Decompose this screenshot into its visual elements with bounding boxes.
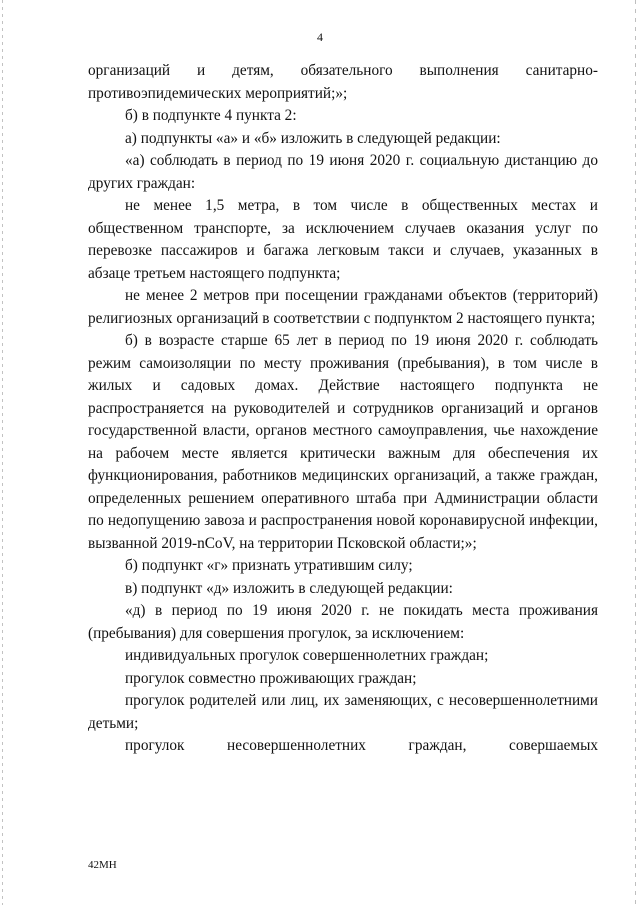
paragraph-distance-1-5: не менее 1,5 метра, в том числе в общественных местах и общественном транспорте, за исключением случаев оказания услуг по перевозке пассажиров и багажа легковым такси и случаев, указанных в абзаце третьем настоящего подпункта; <box>88 197 598 282</box>
paragraph-quoted-a: «а) соблюдать в период по 19 июня 2020 г. социальную дистанцию до других граждан: <box>88 152 598 192</box>
paragraph-subitem-d: в) подпункт «д» изложить в следующей редакции: <box>125 579 453 597</box>
paragraph-age-65: б) в возрасте старше 65 лет в период по 19 июня 2020 г. соблюдать режим самоизоляции по месту проживания (пребывания), в том числе в жилых и садовых домах. Действие настоящего подпункта не распространяется на руководителей и сотрудников организаций и органов государственной власти, органов местного самоуправления, чье нахождение на рабочем месте является критически важным для обеспечения их функционирования, работников медицинских организаций, а также граждан, определенных решением оперативного штаба при Администрации области по недопущению завоза и распространения новой коронавирусной инфекции, вызванной 2019-nCoV, на территории Псковской области;»; <box>88 332 598 552</box>
scan-edge-left <box>2 0 3 905</box>
paragraph-walks-cohabiting: прогулок совместно проживающих граждан; <box>125 669 417 687</box>
document-body <box>88 60 598 758</box>
paragraph-quoted-d: «д) в период по 19 июня 2020 г. не покидать места проживания (пребывания) для совершения прогулок, за исключением: <box>88 602 598 642</box>
footer-code: 42МН <box>88 859 117 871</box>
scan-edge-right <box>635 0 636 905</box>
paragraph-walks-parents: прогулок родителей или лиц, их заменяющих, с несовершеннолетними детьми; <box>88 692 598 732</box>
paragraph-subitem-b: б) в подпункте 4 пункта 2: <box>125 107 297 124</box>
paragraph-distance-2: не менее 2 метров при посещении гражданами объектов (территорий) религиозных организаций в соответствии с подпунктом 2 настоящего пункта; <box>88 287 598 327</box>
paragraph-walks-adults: индивидуальных прогулок совершеннолетних граждан; <box>125 647 489 664</box>
paragraph-continuation: организаций и детям, обязательного выполнения санитарно-противоэпидемических мероприятий;»; <box>88 62 598 102</box>
paragraph-walks-minors: прогулок несовершеннолетних граждан, совершаемых <box>125 737 598 754</box>
paragraph-subitem-a: а) подпункты «а» и «б» изложить в следующей редакции: <box>125 129 501 147</box>
paragraph-subitem-g: б) подпункт «г» признать утратившим силу; <box>125 557 413 574</box>
page-number: 4 <box>317 30 323 44</box>
